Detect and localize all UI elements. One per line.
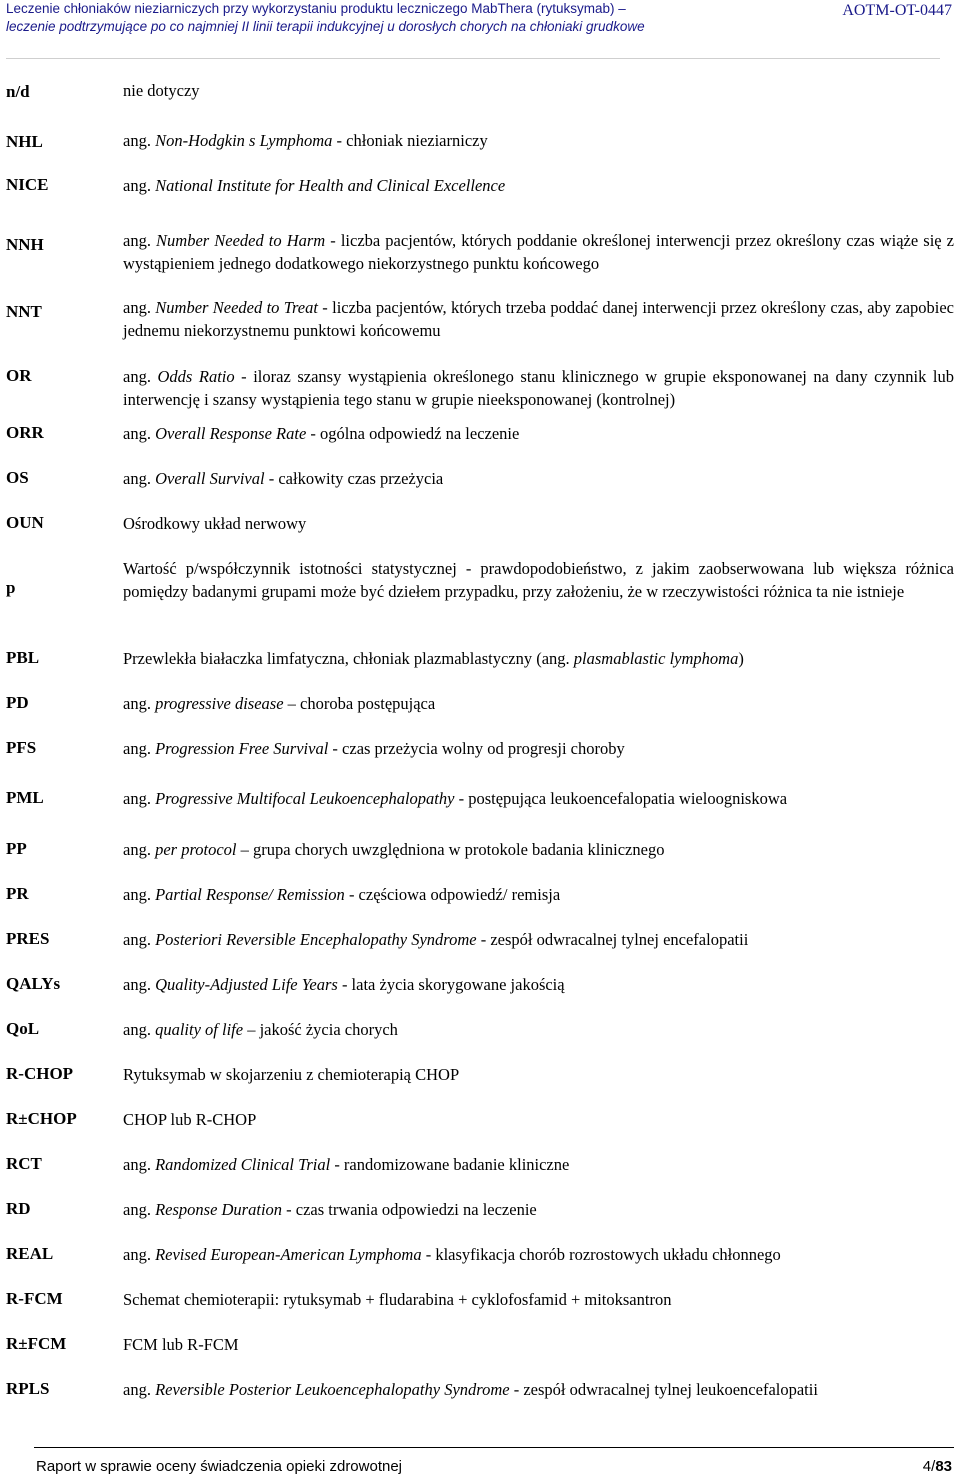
definition xyxy=(123,1108,954,1131)
document-title xyxy=(6,0,954,36)
definition-text: - liczba pacjentów, których trzeba poddać danej interwencji przez określony czas, aby zapobiec jednemu niekorzystnemu punktowi końcowemu xyxy=(123,298,954,340)
definition-prefix: ang. xyxy=(123,885,156,904)
document-title-line-2: leczenie podtrzymujące po co najmniej II linii terapii indukcyjnej u dorosłych chorych na chłoniaki grudkowe xyxy=(6,19,645,34)
definition-prefix: Przewlekła białaczka limfatyczna, chłoniak plazmablastyczny (ang. xyxy=(123,649,574,668)
definition-text: - ogólna odpowiedź na leczenie xyxy=(306,424,520,443)
definition-prefix: ang. xyxy=(123,367,158,386)
definition-text: Rytuksymab w skojarzeniu z chemioterapią CHOP xyxy=(123,1065,460,1084)
abbreviation: RD xyxy=(6,1199,31,1218)
abbreviation: R±CHOP xyxy=(6,1109,77,1128)
definition-text: ) xyxy=(738,649,744,668)
definition xyxy=(123,1243,954,1266)
definition-term: Partial Response/ Remission xyxy=(155,885,345,904)
page-separator: / xyxy=(931,1458,936,1475)
abbreviation: PR xyxy=(6,884,29,903)
definition xyxy=(123,467,954,490)
document-title-line-1: Leczenie chłoniaków nieziarniczych przy wykorzystaniu produktu leczniczego MabThera (rytuksymab) – xyxy=(6,1,626,16)
definition-prefix: ang. xyxy=(123,840,156,859)
page-number xyxy=(923,1458,952,1475)
definition-prefix: ang. xyxy=(123,975,156,994)
definition-term: progressive disease xyxy=(155,694,284,713)
definition-text: CHOP lub R-CHOP xyxy=(123,1110,257,1129)
definition-term: per protocol xyxy=(155,840,237,859)
definition xyxy=(123,422,954,445)
abbreviation: OR xyxy=(6,366,32,385)
definition-term: Odds Ratio xyxy=(157,367,235,386)
definition-prefix: ang. xyxy=(123,739,156,758)
definition-prefix: ang. xyxy=(123,298,156,317)
definition-prefix: ang. xyxy=(123,789,156,808)
abbreviation: PRES xyxy=(6,929,50,948)
footer-report-title: Raport w sprawie oceny świadczenia opieki zdrowotnej xyxy=(36,1458,403,1475)
definition-text: - randomizowane badanie kliniczne xyxy=(330,1155,570,1174)
definition-term: Revised European-American Lymphoma xyxy=(155,1245,422,1264)
abbreviation: n/d xyxy=(6,82,30,101)
definition-term: Progression Free Survival xyxy=(155,739,329,758)
definition xyxy=(123,647,954,670)
definition-term: Randomized Clinical Trial xyxy=(155,1155,331,1174)
definition-text: - całkowity czas przeżycia xyxy=(264,469,444,488)
definition-term: Non-Hodgkin s Lymphoma xyxy=(155,131,333,150)
definition xyxy=(123,787,954,810)
abbreviation: NHL xyxy=(6,132,43,151)
definition-prefix: ang. xyxy=(123,1200,156,1219)
definition xyxy=(123,365,954,411)
definition-text: – choroba postępująca xyxy=(283,694,436,713)
abbreviation: R-FCM xyxy=(6,1289,63,1308)
document-code: AOTM-OT-0447 xyxy=(842,2,952,19)
abbreviation: OUN xyxy=(6,513,44,532)
definition-text: - klasyfikacja chorób rozrostowych układu chłonnego xyxy=(421,1245,781,1264)
definition xyxy=(123,296,954,342)
definition-text: – jakość życia chorych xyxy=(243,1020,398,1039)
definition xyxy=(123,973,954,996)
definition-prefix: ang. xyxy=(123,1245,156,1264)
definition-prefix: ang. xyxy=(123,694,156,713)
definition-prefix: ang. xyxy=(123,1020,156,1039)
definition-text: - zespół odwracalnej tylnej encefalopatii xyxy=(476,930,749,949)
abbreviation: NNT xyxy=(6,302,42,321)
definition-term: National Institute for Health and Clinical Excellence xyxy=(155,176,506,195)
abbreviation: NNH xyxy=(6,235,44,254)
definition-term: Response Duration xyxy=(155,1200,283,1219)
definition-text: - postępująca leukoencefalopatia wieloogniskowa xyxy=(454,789,788,808)
definition-prefix: ang. xyxy=(123,1380,156,1399)
abbreviation: OS xyxy=(6,468,29,487)
definition xyxy=(123,838,954,861)
definition xyxy=(123,737,954,760)
definition xyxy=(123,1018,954,1041)
definition xyxy=(123,928,954,951)
definition xyxy=(123,229,954,275)
definition-text: - czas trwania odpowiedzi na leczenie xyxy=(282,1200,537,1219)
definition-text: - czas przeżycia wolny od progresji choroby xyxy=(328,739,625,758)
definition-prefix: ang. xyxy=(123,1155,156,1174)
definition-term: Posteriori Reversible Encephalopathy Syndrome xyxy=(155,930,477,949)
abbreviation: QALYs xyxy=(6,974,61,993)
definition-term: quality of life xyxy=(155,1020,244,1039)
definition-text: - iloraz szansy wystąpienia określonego stanu klinicznego w grupie eksponowanej na dany czynnik lub interwencję i szansy wystąpienia tego stanu w grupie nieeksponowanej (kontrolnej) xyxy=(123,367,954,409)
definition xyxy=(123,174,954,197)
definition-term: Quality-Adjusted Life Years xyxy=(155,975,338,994)
definition-term: Number Needed to Harm xyxy=(156,231,326,250)
definition xyxy=(123,1198,954,1221)
abbreviation: R-CHOP xyxy=(6,1064,74,1083)
definition xyxy=(123,557,954,603)
definition-term: Reversible Posterior Leukoencephalopathy Syndrome xyxy=(155,1380,510,1399)
abbreviation: REAL xyxy=(6,1244,54,1263)
definition-term: Progressive Multifocal Leukoencephalopathy xyxy=(155,789,455,808)
abbreviation: R±FCM xyxy=(6,1334,67,1353)
abbreviation: PFS xyxy=(6,738,37,757)
definition xyxy=(123,512,954,535)
definition-term: Overall Survival xyxy=(155,469,265,488)
definition xyxy=(123,1378,954,1401)
abbreviation: PP xyxy=(6,839,27,858)
abbreviation: QoL xyxy=(6,1019,40,1038)
definition-prefix: ang. xyxy=(123,131,156,150)
definition-text: Schemat chemioterapii: rytuksymab + fludarabina + cyklofosfamid + mitoksantron xyxy=(123,1290,672,1309)
definition-prefix: ang. xyxy=(123,469,156,488)
definition-prefix: ang. xyxy=(123,930,156,949)
definition-text: - chłoniak nieziarniczy xyxy=(332,131,488,150)
definition-text: - zespół odwracalnej tylnej leukoencefalopatii xyxy=(509,1380,818,1399)
total-pages: 83 xyxy=(935,1458,952,1475)
definition-term: plasmablastic lymphoma xyxy=(573,649,739,668)
definition-text: - liczba pacjentów, których poddanie określonej interwencji przez określony czas wiąże się z wystąpieniem jednego dodatkowego niekorzystnego punktu końcowego xyxy=(123,231,954,273)
abbreviation: PBL xyxy=(6,648,40,667)
abbreviation: p xyxy=(6,578,16,597)
definition xyxy=(123,883,954,906)
definition xyxy=(123,1288,954,1311)
definition-text: nie dotyczy xyxy=(123,81,200,100)
abbreviation: RPLS xyxy=(6,1379,50,1398)
definition-text: Wartość p/współczynnik istotności statystycznej - prawdopodobieństwo, z jakim zaobserwowana lub większa różnica pomiędzy badanymi grupami może być dziełem przypadku, przy założeniu, że w rzeczywistości różnica ta nie istnieje xyxy=(123,559,954,601)
abbreviation: NICE xyxy=(6,175,49,194)
footer-divider xyxy=(34,1447,954,1448)
definition xyxy=(123,79,954,102)
definition-term: Overall Response Rate xyxy=(155,424,307,443)
page-header xyxy=(6,0,954,50)
definition-text: Ośrodkowy układ nerwowy xyxy=(123,514,307,533)
definition-text: FCM lub R-FCM xyxy=(123,1335,239,1354)
abbreviation: ORR xyxy=(6,423,44,442)
definition-prefix: ang. xyxy=(123,231,157,250)
definition xyxy=(123,692,954,715)
definition-text: - częściowa odpowiedź/ remisja xyxy=(344,885,561,904)
header-divider xyxy=(6,58,940,59)
definition xyxy=(123,129,954,152)
definition-term: Number Needed to Treat xyxy=(155,298,318,317)
definition-prefix: ang. xyxy=(123,176,156,195)
current-page: 4 xyxy=(922,1458,932,1475)
definition xyxy=(123,1063,954,1086)
definition-text: - lata życia skorygowane jakością xyxy=(337,975,565,994)
definition-prefix: ang. xyxy=(123,424,156,443)
definition-text: – grupa chorych uwzględniona w protokole badania klinicznego xyxy=(236,840,665,859)
definition xyxy=(123,1153,954,1176)
abbreviation: PD xyxy=(6,693,29,712)
abbreviation: RCT xyxy=(6,1154,42,1173)
definition xyxy=(123,1333,954,1356)
abbreviation: PML xyxy=(6,788,44,807)
